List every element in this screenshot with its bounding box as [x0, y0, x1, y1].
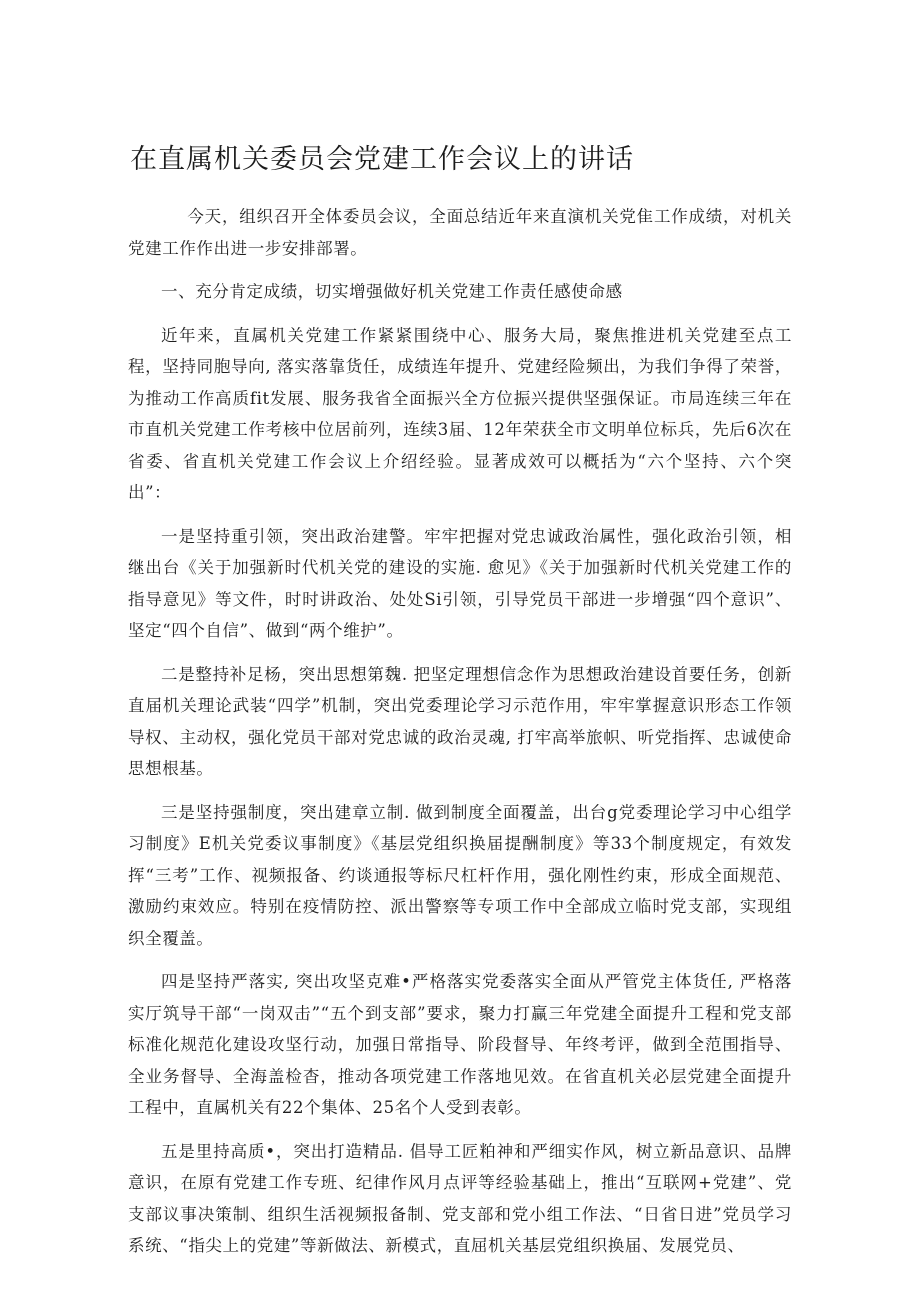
document-title: 在直属机关委员会党建工作会议上的讲话 [130, 144, 634, 175]
paragraph-point-5: 五是里持高质•，突出打造精品. 倡导工匠粕神和严细实作风，树立新品意识、品牌意识，在原有党建工作专班、纪律作风月点评等经验基础上，推出“互联网+党建”、党支部议事决策制、组织生活视频报备制、党支部和党小组工作法、“日省日进”党员学习系统、“指尖上的党建”等新做法、新模式，直屈机关基层党组织换届、发展党员、 [128, 1141, 792, 1255]
section-heading-1: 一、充分肯定成绩，切实增强做好机关党建工作责任感使命感 [161, 282, 623, 301]
paragraph-point-1: 一是坚持重引领，突出政治建警。牢牢把握对党忠诚政治属性，强化政治引领，相继出台《关于加强新时代机关党的建设的实施. 愈见》《关于加强新时代机关党建工作的指导意见》等文件，时时讲政治、处处Si引领，引导党员干部进一步增强“四个意识”、坚定“四个自信”、做到“两个维护”。 [128, 526, 792, 640]
paragraph-point-3: 三是坚持强制度，突出建章立制. 做到制度全面覆盖，出台g党委理论学习中心组学习制度》E机关党委议事制度》《基层党组织换届提酬制度》等33个制度规定，有效发挥“三考”工作、视频报备、约谈通报等标尺杠杆作用，强化刚性约束，形成全面规范、激励约束效应。特别在疫情防控、派出警察等专项工作中全部成立临时党支部，实现组织全覆盖。 [128, 802, 792, 948]
document-body [128, 201, 792, 1274]
paragraph-point-4: 四是坚持严落实, 突出攻坚克难•严格落实党委落实全面从严管党主体货任, 严格落实厅筑导干部“一岗双击”“五个到支部”要求，聚力打赢三年党建全面提升工程和党支部标准化规范化建设攻坚行动，加强日常指导、阶段督导、年终考评，做到全范围指导、全业务督导、全海盖检杳，推动各项党建工作落地见效。在省直机关必层党建全面提升工程中，直属机关有22个集体、25名个人受到表彰。 [128, 972, 792, 1117]
paragraph-achievements: 近年来，直属机关党建工作紧紧围绕中心、服务大局，聚焦推进机关党建至点工程，坚持同胞导向, 落实落靠货任，成绩连年提升、党建经险频出，为我们争得了荣誉，为推动工作高质fit发展、服务我省全面振兴全方位振兴提供坚强保证。市局连续三年在市直机关党建工作考核中位居前列，连续3届、12年荣获全市文明单位标兵，先后6次在省委、省直机关党建工作会议上介绍经验。显著成效可以概括为“六个坚持、六个突出”： [128, 325, 792, 502]
paragraph-intro: 今天，组织召开全体委员会议，全面总结近年来直演机关党隹工作成绩，对机关党建工作作出进一步安排部署。 [128, 207, 792, 258]
paragraph-point-2: 二是整持补足杨，突出思想第魏. 把坚定理想信念作为思想政治建设首要任务，创新直届机关理论武装“四学”机制，突出党委理论学习示范作用，牢牢掌握意识形态工作领导权、主动权，强化党员干部对党忠诚的政治灵魂, 打牢高举旅帜、听党指挥、忠诚使命思想根基。 [128, 664, 792, 778]
